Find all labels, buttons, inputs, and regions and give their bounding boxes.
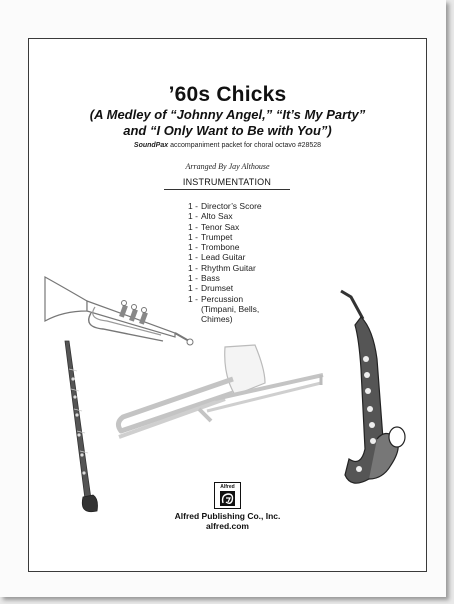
list-item [188,283,308,293]
item-qty: 1 - [188,201,198,211]
item-qty: 1 - [188,231,198,242]
item-qty: 1 - [188,262,198,273]
list-item [188,222,308,232]
alfred-logo [214,482,241,509]
list-item [188,314,308,324]
item-name: Chimes) [201,314,233,325]
instrumentation-heading: INSTRUMENTATION [182,177,272,187]
octavo-text: accompaniment packet for choral octavo #28528 [168,142,322,149]
item-name: Tenor Sax [201,221,240,232]
item-name: Drumset [201,283,234,294]
item-qty: 1 - [188,252,198,263]
list-item [188,232,308,242]
list-item [188,273,308,283]
item-name: (Timpani, Bells, [201,303,260,314]
item-qty: 1 - [188,211,198,222]
item-name: Trumpet [201,231,233,242]
item-qty: 1 - [188,273,198,284]
list-item [188,263,308,273]
trombone-illustration [115,339,327,439]
cover-subtitle-line-2: and “I Only Want to Be with You”) [123,123,332,138]
list-item [188,252,308,262]
publisher-name: Alfred Publishing Co., Inc. [174,511,281,521]
publisher-website: alfred.com [206,521,249,531]
cover-subtitle-line-1: (A Medley of “Johnny Angel,” “It’s My Party” [89,107,366,122]
soundpax-brand: SoundPax [133,142,169,149]
item-name: Rhythm Guitar [201,262,256,273]
list-item [188,304,308,314]
list-item [188,211,308,221]
item-name: Percussion [201,293,244,304]
item-qty: 1 - [188,221,198,232]
item-name: Bass [201,273,220,284]
cover-frame [28,38,427,572]
list-item [188,294,308,304]
octavo-note [29,142,426,149]
item-qty: 1 - [188,242,198,253]
item-name: Lead Guitar [201,252,246,263]
saxophone-illustration [321,289,411,499]
clarinet-illustration [57,339,107,517]
arranger-credit: Arranged By Jay Althouse [185,162,270,171]
item-name: Director’s Score [201,201,262,211]
instrumentation-list [188,201,308,325]
list-item [188,242,308,252]
alfred-logo-mark-icon [220,491,235,506]
item-name: Trombone [201,242,240,253]
item-qty: 1 - [188,283,198,294]
item-qty: 1 - [188,293,198,304]
list-item [188,201,308,211]
alfred-logo-text: Alfred [220,484,235,490]
item-name: Alto Sax [201,211,233,222]
cover-title: ’60s Chicks [168,83,287,106]
instrumentation-divider [164,189,290,190]
